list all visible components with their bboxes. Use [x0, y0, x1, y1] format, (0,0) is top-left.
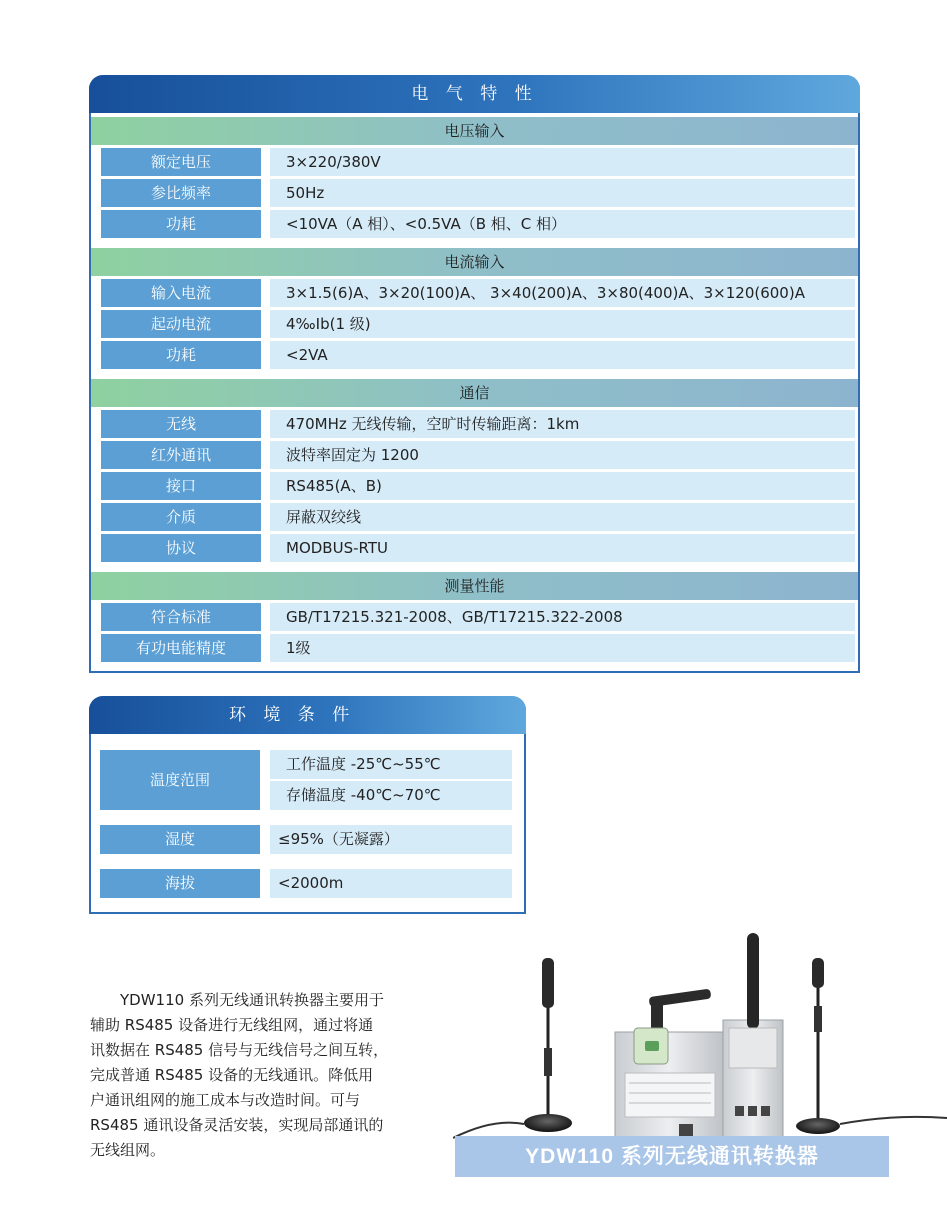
- description-line: 辅助 RS485 设备进行无线组网，通过将通: [90, 1016, 374, 1034]
- description-line: 无线组网。: [90, 1141, 166, 1159]
- right-antenna: [796, 958, 947, 1134]
- humidity-label: 湿度: [100, 825, 260, 854]
- spec-value: 4‰Ib(1 级): [270, 310, 855, 338]
- description-line: 完成普通 RS485 设备的无线通讯。降低用: [90, 1066, 374, 1084]
- section-heading-current: 电流输入: [91, 248, 858, 276]
- spec-label: 协议: [101, 534, 261, 562]
- spec-label: 功耗: [101, 341, 261, 369]
- spec-label: 参比频率: [101, 179, 261, 207]
- spec-value: 470MHz 无线传输，空旷时传输距离：1km: [270, 410, 855, 438]
- spec-row: [101, 410, 858, 438]
- measurement-rows: [91, 600, 858, 668]
- spec-label: 输入电流: [101, 279, 261, 307]
- voltage-rows: [91, 145, 858, 244]
- spec-row: [101, 472, 858, 500]
- spec-value: 3×220/380V: [270, 148, 855, 176]
- spec-value: GB/T17215.321-2008、GB/T17215.322-2008: [270, 603, 855, 631]
- spec-value: 1级: [270, 634, 855, 662]
- spec-row: [101, 210, 858, 238]
- environment-conditions-panel: [89, 696, 526, 914]
- spec-value: 屏蔽双绞线: [270, 503, 855, 531]
- spec-row: [101, 634, 858, 662]
- converter-device: [615, 933, 783, 1138]
- spec-row: [101, 179, 858, 207]
- spec-label: 起动电流: [101, 310, 261, 338]
- spec-row: [101, 603, 858, 631]
- product-caption: YDW110 系列无线通讯转换器: [455, 1136, 889, 1177]
- spec-label: 无线: [101, 410, 261, 438]
- humidity-value: ≤95%（无凝露）: [270, 825, 512, 854]
- spec-row: [101, 441, 858, 469]
- section-heading-communication: 通信: [91, 379, 858, 407]
- spec-row: [101, 341, 858, 369]
- spec-value: RS485(A、B): [270, 472, 855, 500]
- spec-label: 接口: [101, 472, 261, 500]
- spec-row: [101, 503, 858, 531]
- spec-label: 符合标准: [101, 603, 261, 631]
- spec-value: 3×1.5(6)A、3×20(100)A、 3×40(200)A、3×80(400)A、3×120(600)A: [270, 279, 855, 307]
- section-heading-voltage: 电压输入: [91, 117, 858, 145]
- spec-label: 介质: [101, 503, 261, 531]
- environment-panel-title: 环 境 条 件: [89, 696, 526, 734]
- left-antenna: [453, 958, 572, 1138]
- altitude-value: <2000m: [270, 869, 512, 898]
- electrical-panel-title: 电 气 特 性: [89, 75, 860, 113]
- storage-temperature-value: 存储温度 -40℃~70℃: [270, 781, 512, 810]
- spec-label: 有功电能精度: [101, 634, 261, 662]
- section-heading-measurement: 测量性能: [91, 572, 858, 600]
- work-temperature-value: 工作温度 -25℃~55℃: [270, 750, 512, 779]
- spec-row: [101, 279, 858, 307]
- electrical-characteristics-panel: [89, 75, 860, 673]
- spec-row: [101, 534, 858, 562]
- spec-value: 波特率固定为 1200: [270, 441, 855, 469]
- spec-row: [101, 310, 858, 338]
- altitude-label: 海拔: [100, 869, 260, 898]
- spec-row: [101, 148, 858, 176]
- communication-rows: [91, 407, 858, 568]
- spec-label: 额定电压: [101, 148, 261, 176]
- description-line: YDW110 系列无线通讯转换器主要用于: [120, 991, 384, 1009]
- temperature-range-label: 温度范围: [100, 750, 260, 810]
- spec-value: <10VA（A 相）、<0.5VA（B 相、C 相）: [270, 210, 855, 238]
- spec-label: 红外通讯: [101, 441, 261, 469]
- spec-value: <2VA: [270, 341, 855, 369]
- spec-value: MODBUS-RTU: [270, 534, 855, 562]
- description-line: RS485 通讯设备灵活安装，实现局部通讯的: [90, 1116, 384, 1134]
- description-line: 户通讯组网的施工成本与改造时间。可与: [90, 1091, 361, 1109]
- current-rows: [91, 276, 858, 375]
- spec-value: 50Hz: [270, 179, 855, 207]
- description-line: 讯数据在 RS485 信号与无线信号之间互转，: [90, 1041, 389, 1059]
- spec-label: 功耗: [101, 210, 261, 238]
- product-description: [90, 988, 415, 1163]
